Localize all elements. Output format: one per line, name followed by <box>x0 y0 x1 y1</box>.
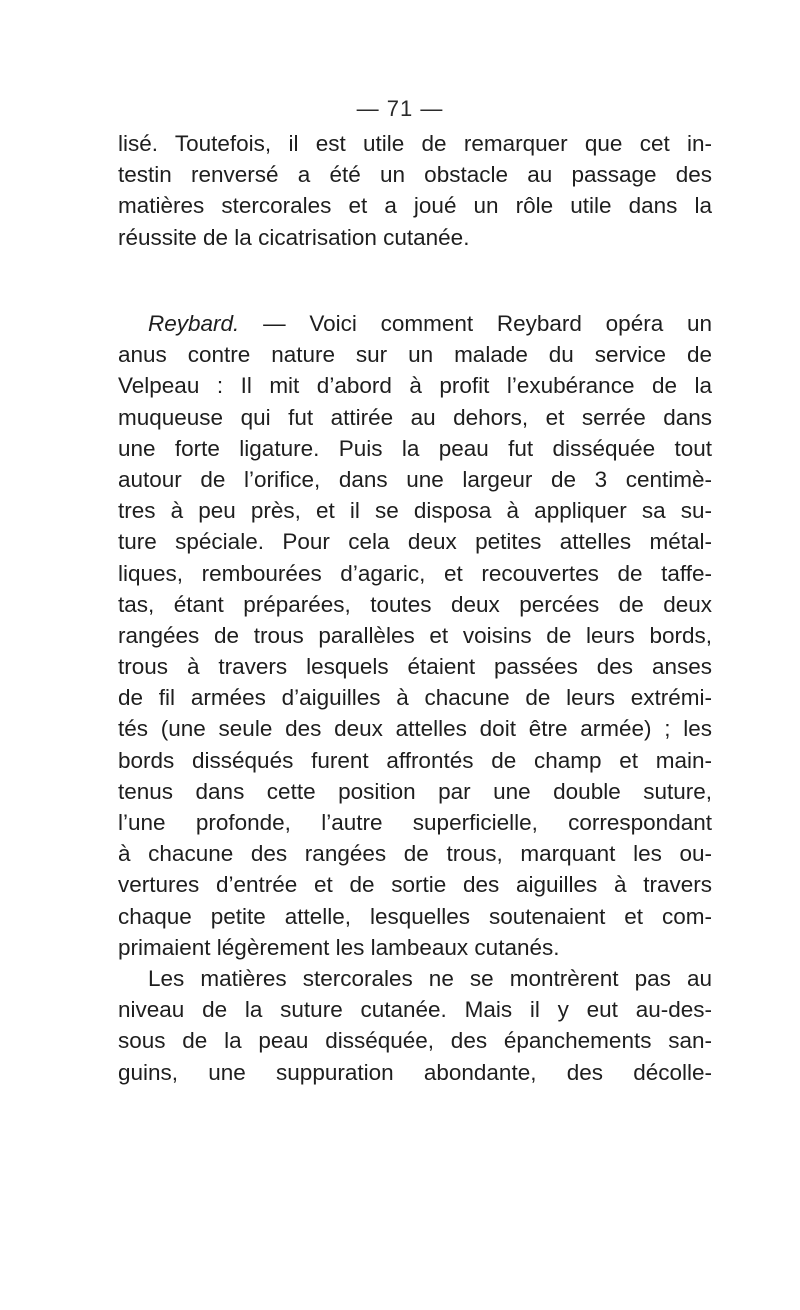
text-line: l’une profonde, l’autre superficielle, correspondant <box>118 810 712 835</box>
text-line: vertures d’entrée et de sortie des aiguilles à travers <box>118 872 712 898</box>
text-line: sous de la peau disséquée, des épanchements san- <box>118 1028 712 1054</box>
text-line: testin renversé a été un obstacle au passage des <box>118 162 712 188</box>
page-number: — 71 — <box>356 96 444 121</box>
text-line: tés (une seule des deux attelles doit être armée) ; les <box>118 716 712 742</box>
text-line: niveau de la suture cutanée. Mais il y eut au-des- <box>118 997 712 1023</box>
text-line: lisé. Toutefois, il est utile de remarquer que cet in- <box>118 131 712 156</box>
text-line: matières stercorales et a joué un rôle utile dans la <box>118 193 712 219</box>
text-line: primaient légèrement les lambeaux cutanés. <box>118 934 560 960</box>
text-line: bords disséqués furent affrontés de champ et main- <box>118 747 712 773</box>
text-line <box>118 308 712 339</box>
text-line: tas, étant préparées, toutes deux percées de deux <box>118 591 712 617</box>
text-line: Les matières stercorales ne se montrèrent pas au <box>148 965 712 991</box>
author-name: Reybard. <box>148 311 240 336</box>
text-line: liques, rembourées d’agaric, et recouvertes de taffe- <box>118 560 712 586</box>
text-line: de fil armées d’aiguilles à chacune de leurs extrémi- <box>118 685 712 711</box>
text-line: ture spéciale. Pour cela deux petites attelles métal- <box>118 529 712 555</box>
text-line: tres à peu près, et il se disposa à appliquer sa su- <box>118 498 712 524</box>
text-line: Velpeau : Il mit d’abord à profit l’exubérance de la <box>118 373 712 399</box>
text-line: anus contre nature sur un malade du service de <box>118 342 712 368</box>
text-line: à chacune des rangées de trous, marquant les ou- <box>118 841 712 867</box>
text-line: rangées de trous parallèles et voisins de leurs bords, <box>118 622 712 648</box>
text-line: guins, une suppuration abondante, des décolle- <box>118 1059 712 1085</box>
text-line: autour de l’orifice, dans une largeur de 3 centimè- <box>118 466 712 492</box>
text-line: muqueuse qui fut attirée au dehors, et serrée dans <box>118 404 712 430</box>
text-line: trous à travers lesquels étaient passées des anses <box>118 654 712 680</box>
text-line-rest: — Voici comment Reybard opéra un <box>263 311 712 336</box>
text-line: chaque petite attelle, lesquelles soutenaient et com- <box>118 903 712 929</box>
text-line: tenus dans cette position par une double suture, <box>118 778 712 804</box>
paragraph-continuation <box>118 128 712 253</box>
text-line: une forte ligature. Puis la peau fut disséquée tout <box>118 435 712 461</box>
paragraph-reybard <box>118 308 712 1088</box>
text-line: réussite de la cicatrisation cutanée. <box>118 224 470 250</box>
